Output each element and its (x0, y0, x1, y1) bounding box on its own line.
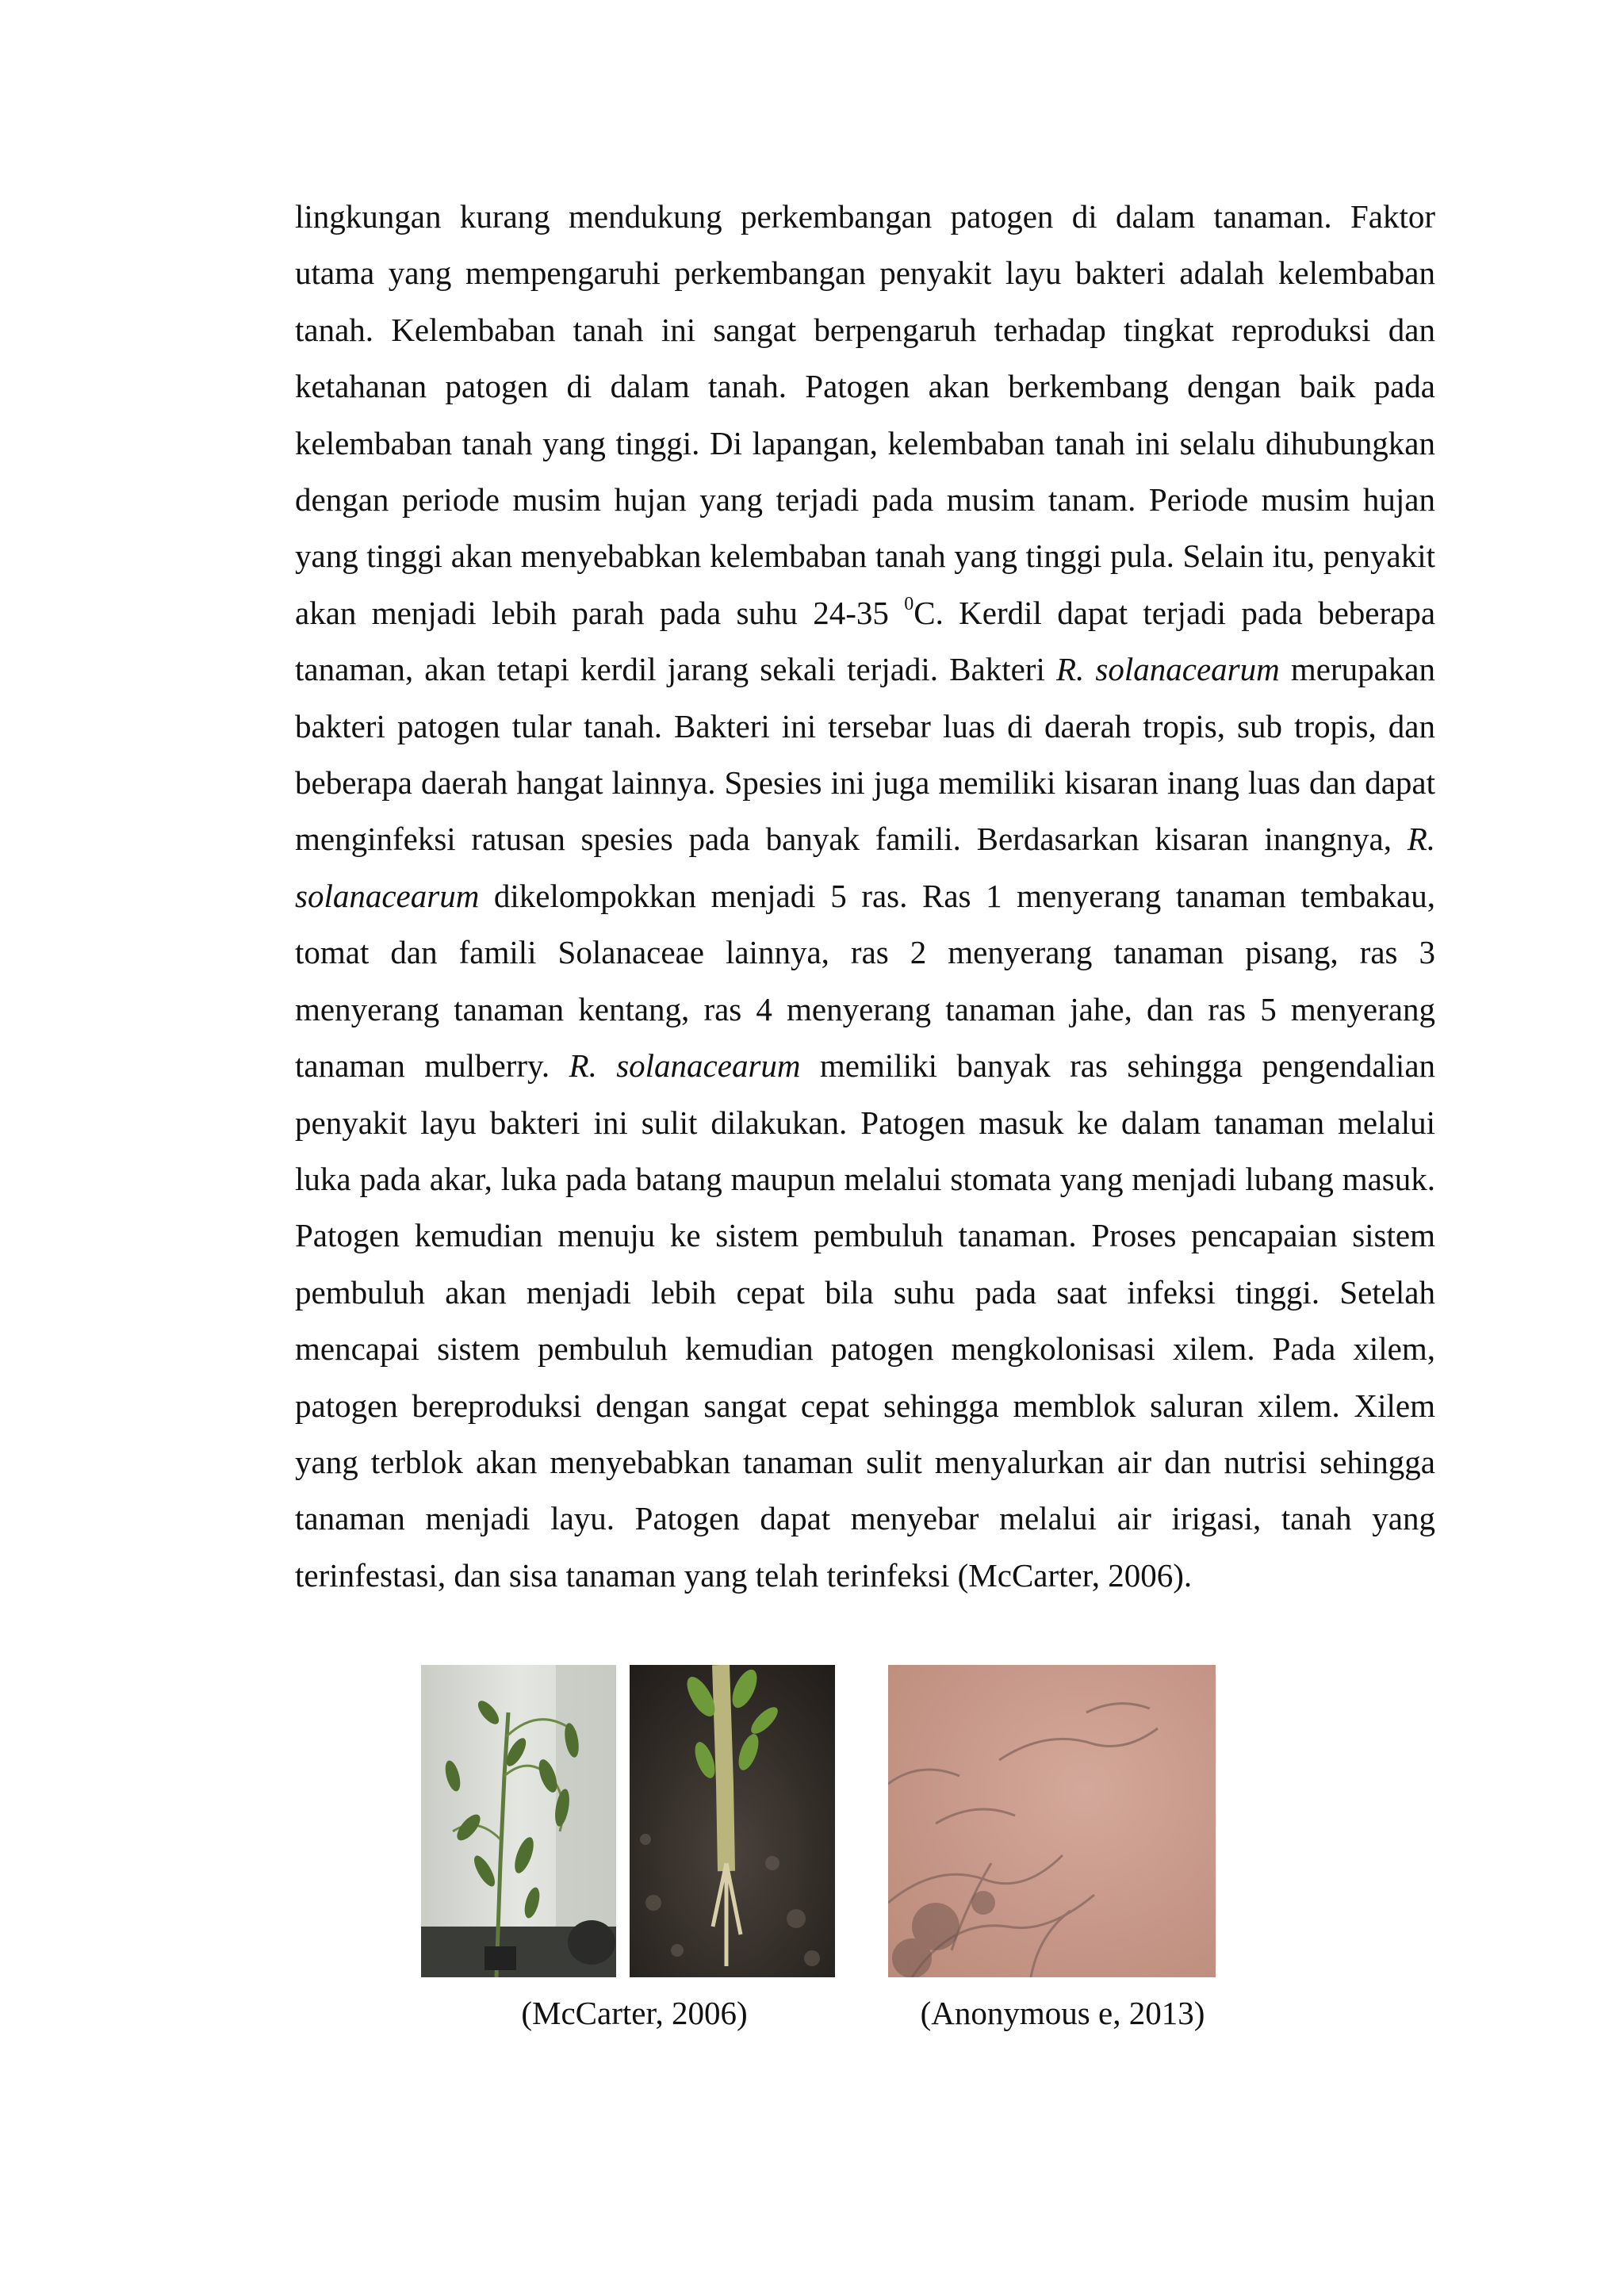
degree-superscript: 0 (904, 593, 914, 614)
wilted-plant-photo (421, 1665, 616, 1977)
microscopy-photo (888, 1665, 1216, 1977)
figure-caption: (Anonymous e, 2013) (920, 1995, 1205, 2031)
text-segment: merupakan bakteri patogen tular tanah. Bakteri ini tersebar luas di daerah tropis, sub tropis, dan beberapa daerah hangat lainnya. Spesies ini juga memiliki kisaran inang luas dan dapat menginfeksi ratusan spesies pada banyak famili. Berdasarkan kisaran inangnya, (295, 651, 1435, 858)
species-name: R. solanacearum (295, 821, 1435, 914)
figure-caption: (McCarter, 2006) (521, 1995, 748, 2031)
text-segment: memiliki banyak ras sehingga pengendalian penyakit layu bakteri ini sulit dilakukan. Patogen masuk ke dalam tanaman melalui luka pada akar, luka pada batang maupun melalui stomata yang menjadi lubang masuk. Patogen kemudian menuju ke sistem pembuluh tanaman. Proses pencapaian sistem pembuluh akan menjadi lebih cepat bila suhu pada saat infeksi tinggi. Setelah mencapai sistem pembuluh kemudian patogen mengkolonisasi xilem. Pada xilem, patogen bereproduksi dengan sangat cepat sehingga memblok saluran xilem. Xilem yang terblok akan menyebabkan tanaman sulit menyalurkan air dan nutrisi sehingga tanaman menjadi layu. Patogen dapat menyebar melalui air irigasi, tanah yang terinfestasi, dan sisa tanaman yang telah terinfeksi (McCarter, 2006). (295, 1047, 1436, 1594)
species-name: R. solanacearum (1055, 651, 1280, 688)
text-segment: C. Kerdil dapat terjadi pada beberapa tanaman, akan tetapi kerdil jarang sekali terjadi. Bakteri (295, 594, 1436, 688)
species-name: R. solanacearum (569, 1047, 801, 1085)
text-segment: dikelompokkan menjadi 5 ras. Ras 1 menyerang tanaman tembakau, tomat dan famili Solanaceae lainnya, ras 2 menyerang tanaman pisang, ras 3 menyerang tanaman kentang, ras 4 menyerang tanaman jahe, dan ras 5 menyerang tanaman mulberry. (295, 877, 1435, 1085)
body-paragraph (295, 189, 1435, 1604)
stem-root-photo (630, 1665, 835, 1977)
text-segment: lingkungan kurang mendukung perkembangan patogen di dalam tanaman. Faktor utama yang mempengaruhi perkembangan penyakit layu bakteri adalah kelembaban tanah. Kelembaban tanah ini sangat berpengaruh terhadap tingkat reproduksi dan ketahanan patogen di dalam tanah. Patogen akan berkembang dengan baik pada kelembaban tanah yang tinggi. Di lapangan, kelembaban tanah ini selalu dihubungkan dengan periode musim hujan yang terjadi pada musim tanam. Periode musim hujan yang tinggi akan menyebabkan kelembaban tanah yang tinggi pula. Selain itu, penyakit akan menjadi lebih parah pada suhu 24-35 (295, 198, 1435, 631)
